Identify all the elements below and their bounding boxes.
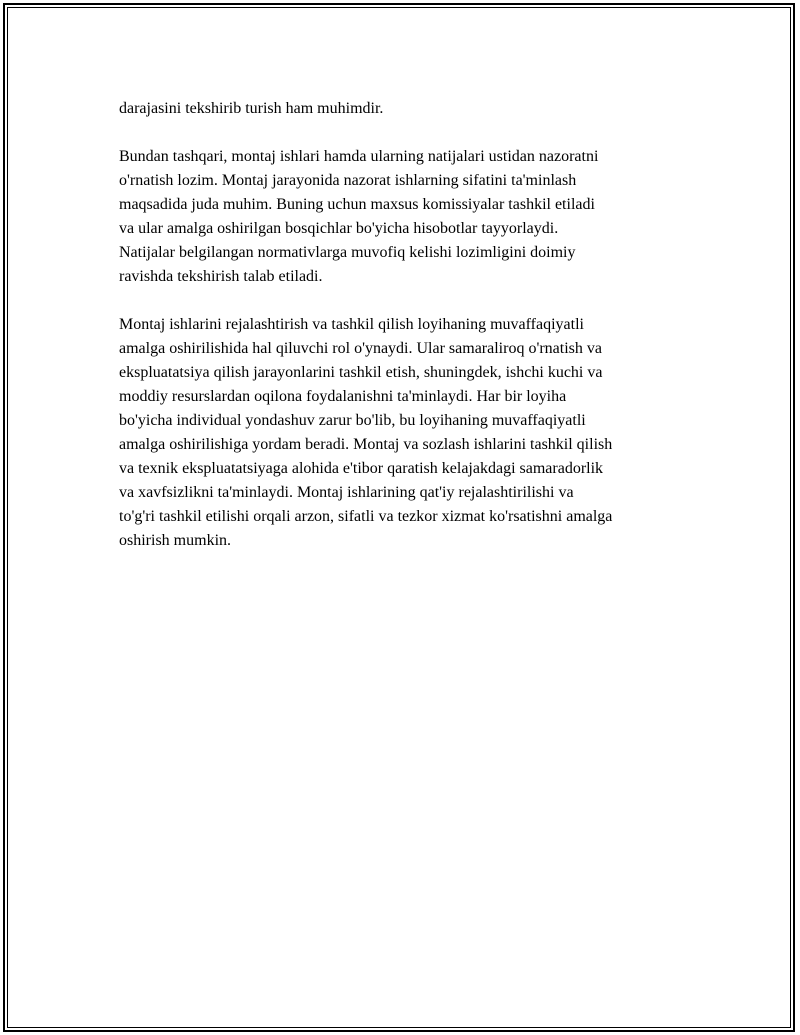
paragraph-planning-conclusion: Montaj ishlarini rejalashtirish va tashkil qilish loyihaning muvaffaqiyatli amalga oshirilishida hal qiluvchi rol o'ynaydi. Ular samaraliroq o'rnatish va ekspluatatsiya qilish jarayonlarini tashkil etish, shuningdek, ishchi kuchi va moddiy resurslardan oqilona foydalanishni ta'minlaydi. Har bir loyiha bo'yicha individual yondashuv zarur bo'lib, bu loyihaning muvaffaqiyatli amalga oshirilishiga yordam beradi. Montaj va sozlash ishlarini tashkil qilish va texnik ekspluatatsiyaga alohida e'tibor qaratish kelajakdagi samaradorlik va xavfsizlikni ta'minlaydi. Montaj ishlarining qat'iy rejalashtirilishi va to'g'ri tashkil etilishi orqali arzon, sifatli va tezkor xizmat ko'rsatishni amalga oshirish mumkin. [119, 316, 613, 549]
page-frame [3, 3, 795, 1032]
document-body [119, 97, 709, 553]
paragraph-quality-control: Bundan tashqari, montaj ishlari hamda ularning natijalari ustidan nazoratni o'rnatish lozim. Montaj jarayonida nazorat ishlarning sifatini ta'minlash maqsadida juda muhim. Buning uchun maxsus komissiyalar tashkil etiladi va ular amalga oshirilgan bosqichlar bo'yicha hisobotlar tayyorlaydi. Natijalar belgilangan normativlarga muvofiq kelishi lozimligini doimiy ravishda tekshirish talab etiladi. [119, 148, 599, 285]
paragraph-continuation: darajasini tekshirib turish ham muhimdir. [119, 100, 384, 117]
